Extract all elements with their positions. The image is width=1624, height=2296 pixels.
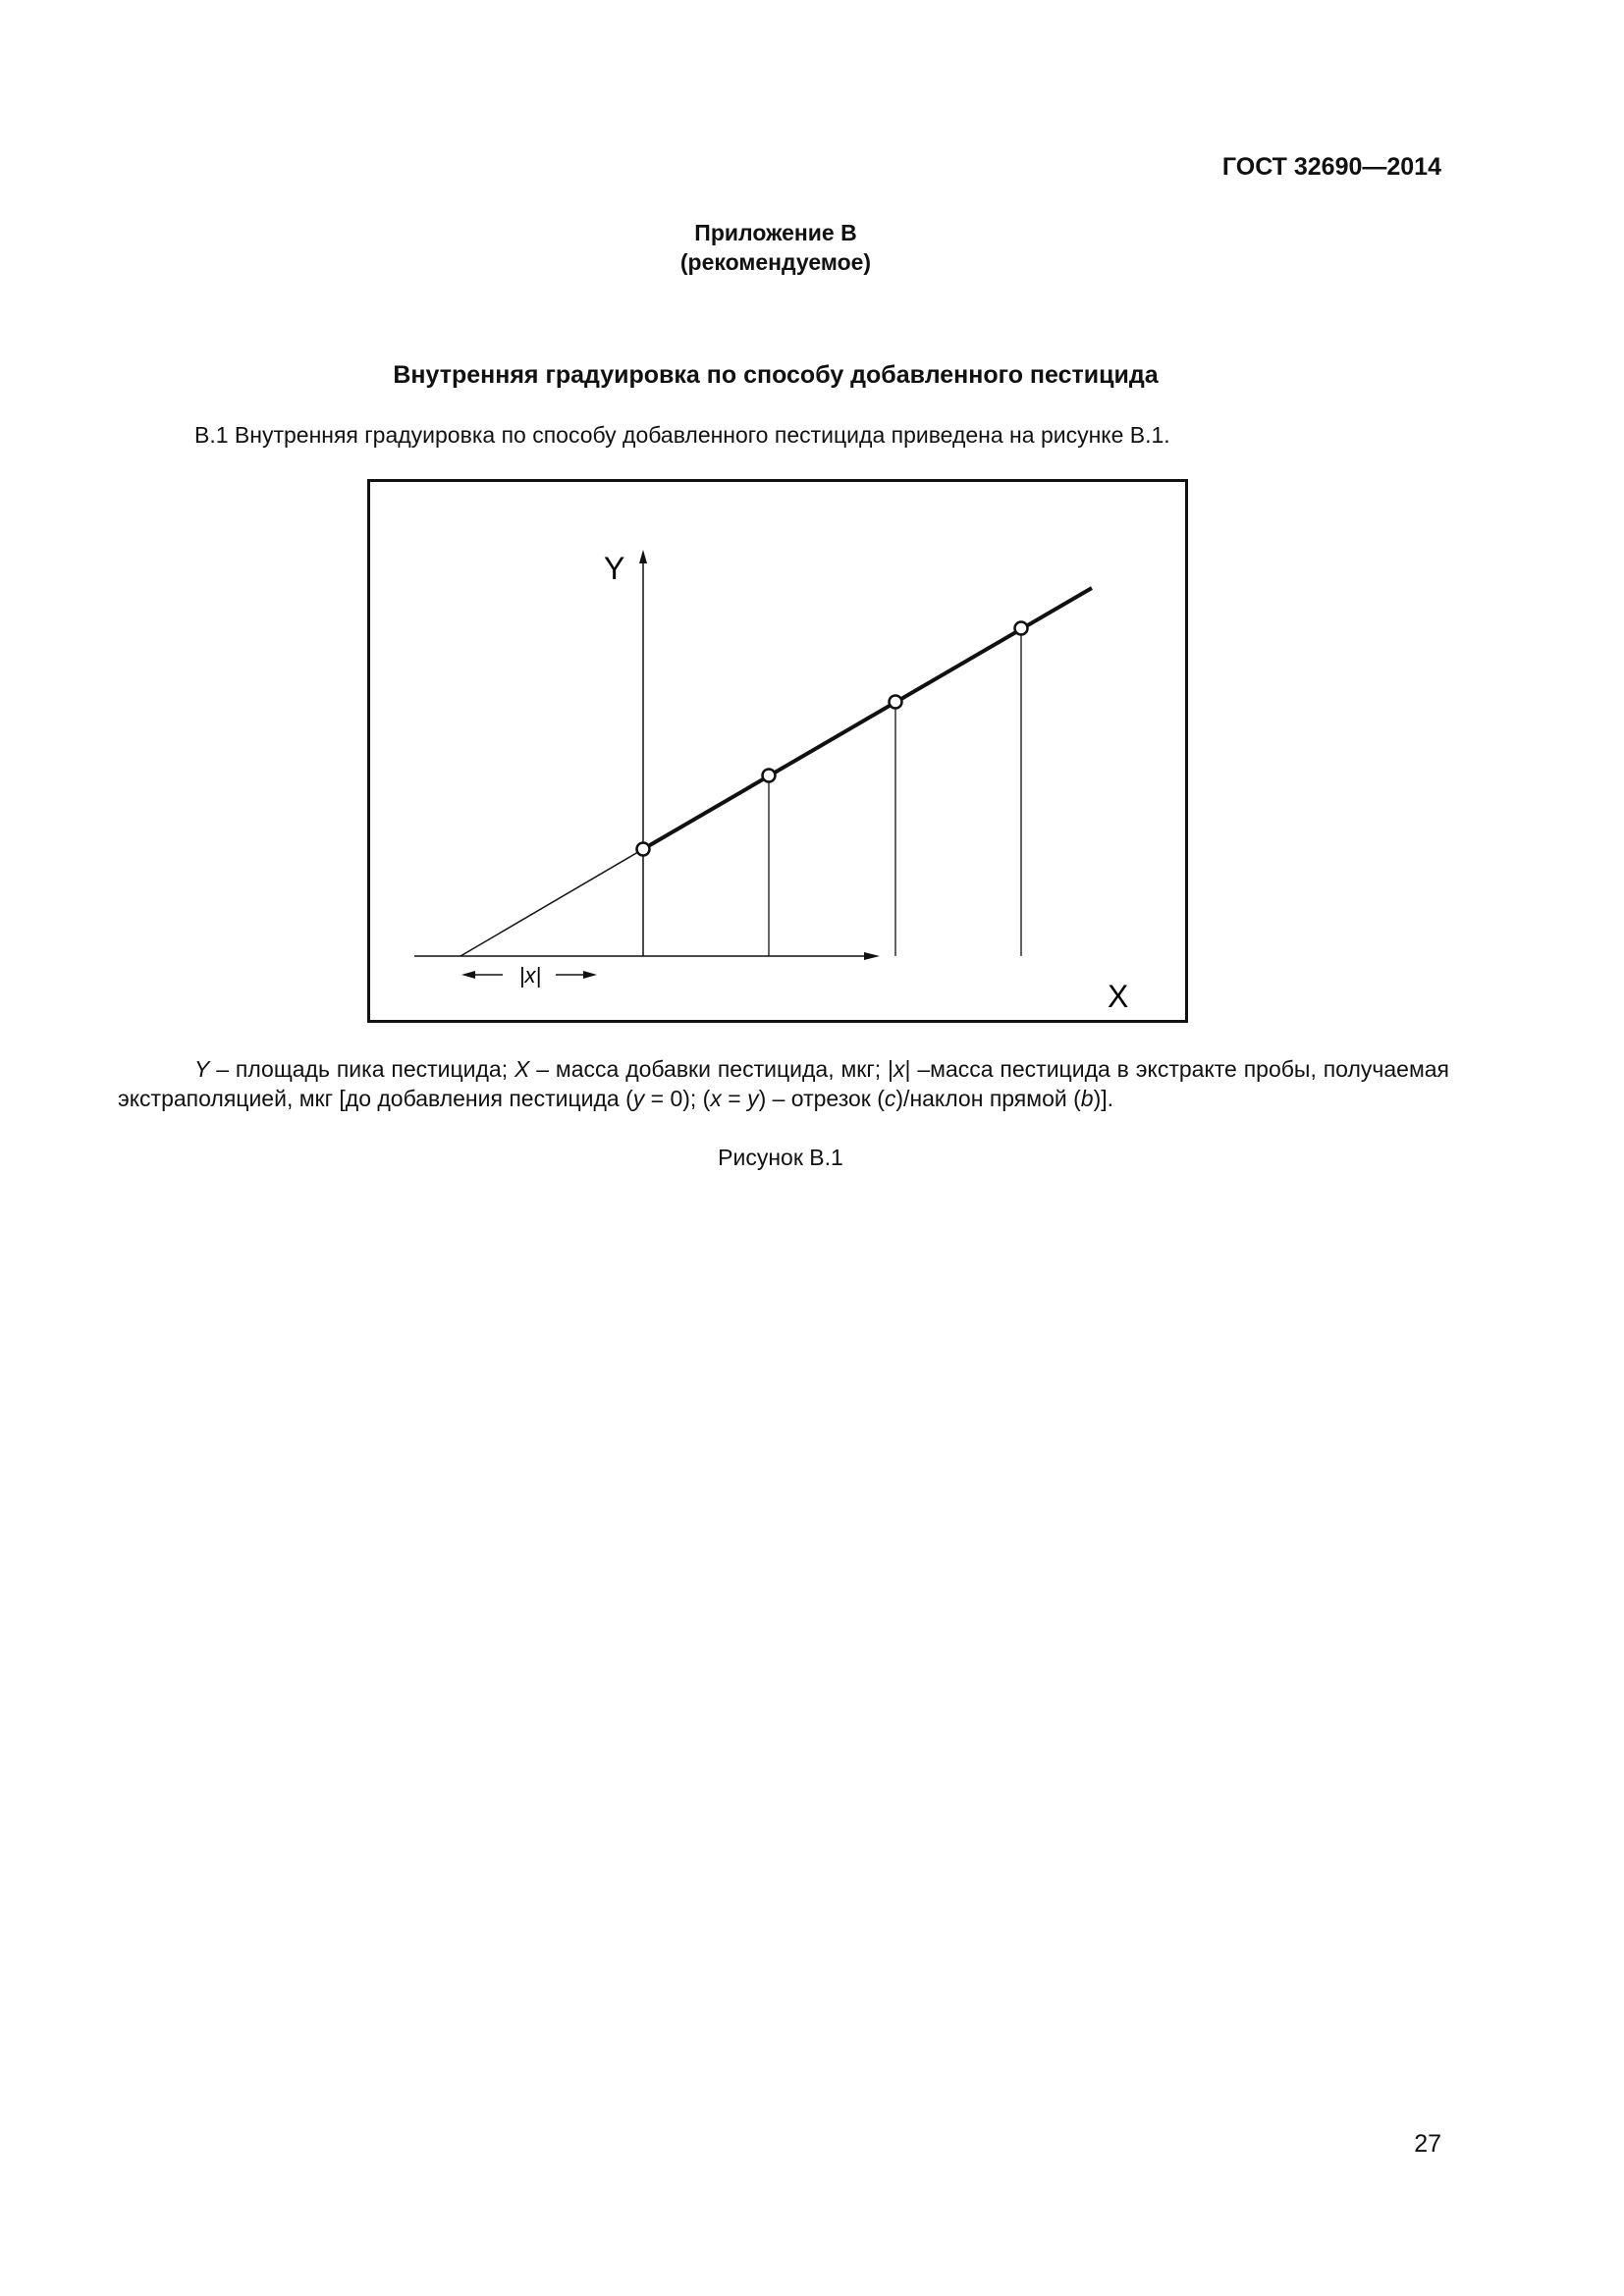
legend-text: b — [1080, 1086, 1094, 1111]
legend-text: = — [721, 1086, 748, 1111]
legend-text: – площадь пика пестицида; — [209, 1056, 515, 1082]
legend-text: Y — [194, 1056, 210, 1082]
legend-text: y — [747, 1086, 759, 1111]
legend-text: x — [893, 1056, 905, 1082]
y-axis-arrow — [639, 550, 647, 563]
legend-text: )]. — [1093, 1086, 1114, 1111]
data-point — [890, 696, 902, 709]
legend-text: x — [710, 1086, 722, 1111]
x-axis-arrow — [864, 952, 880, 960]
legend-text: c — [884, 1086, 896, 1111]
appendix-subtitle: (рекомендуемое) — [679, 249, 872, 275]
data-point — [637, 843, 650, 856]
document-number: ГОСТ 32690—2014 — [1221, 153, 1441, 181]
legend-text: – масса добавки пестицида, мкг; | — [529, 1056, 893, 1082]
appendix-heading — [0, 218, 1551, 277]
calibration-diagram — [367, 479, 1188, 1023]
legend-text: )/наклон прямой ( — [895, 1086, 1081, 1111]
legend-text: X — [514, 1056, 530, 1082]
figure-frame — [367, 479, 1188, 1023]
legend-text: ) – отрезок ( — [758, 1086, 885, 1111]
data-point — [1015, 622, 1028, 635]
page-number: 27 — [1414, 2130, 1441, 2158]
legend-text: | –масса пестицида в экстракте пробы, получаемая экстраполяцией, мкг [до добавления пестицида ( — [118, 1056, 1450, 1111]
legend-text: = 0); ( — [644, 1086, 711, 1111]
dimension-arrowhead-left — [461, 971, 475, 979]
dimension-arrowhead-right — [583, 971, 597, 979]
extrapolation-line — [460, 849, 643, 956]
x-axis-label: X — [1108, 979, 1129, 1014]
data-point — [763, 770, 776, 782]
appendix-title: Приложение В — [694, 220, 857, 245]
figure-legend — [118, 1054, 1449, 1113]
y-axis-label: Y — [604, 551, 625, 586]
section-paragraph: В.1 Внутренняя градуировка по способу добавленного пестицида приведена на рисунке В.1. — [194, 422, 1170, 448]
extrapolation-label: |x| — [518, 963, 542, 988]
legend-text: y — [632, 1086, 645, 1111]
figure-caption: Рисунок В.1 — [718, 1145, 843, 1170]
section-title: Внутренняя градуировка по способу добавленного пестицида — [393, 361, 1159, 389]
